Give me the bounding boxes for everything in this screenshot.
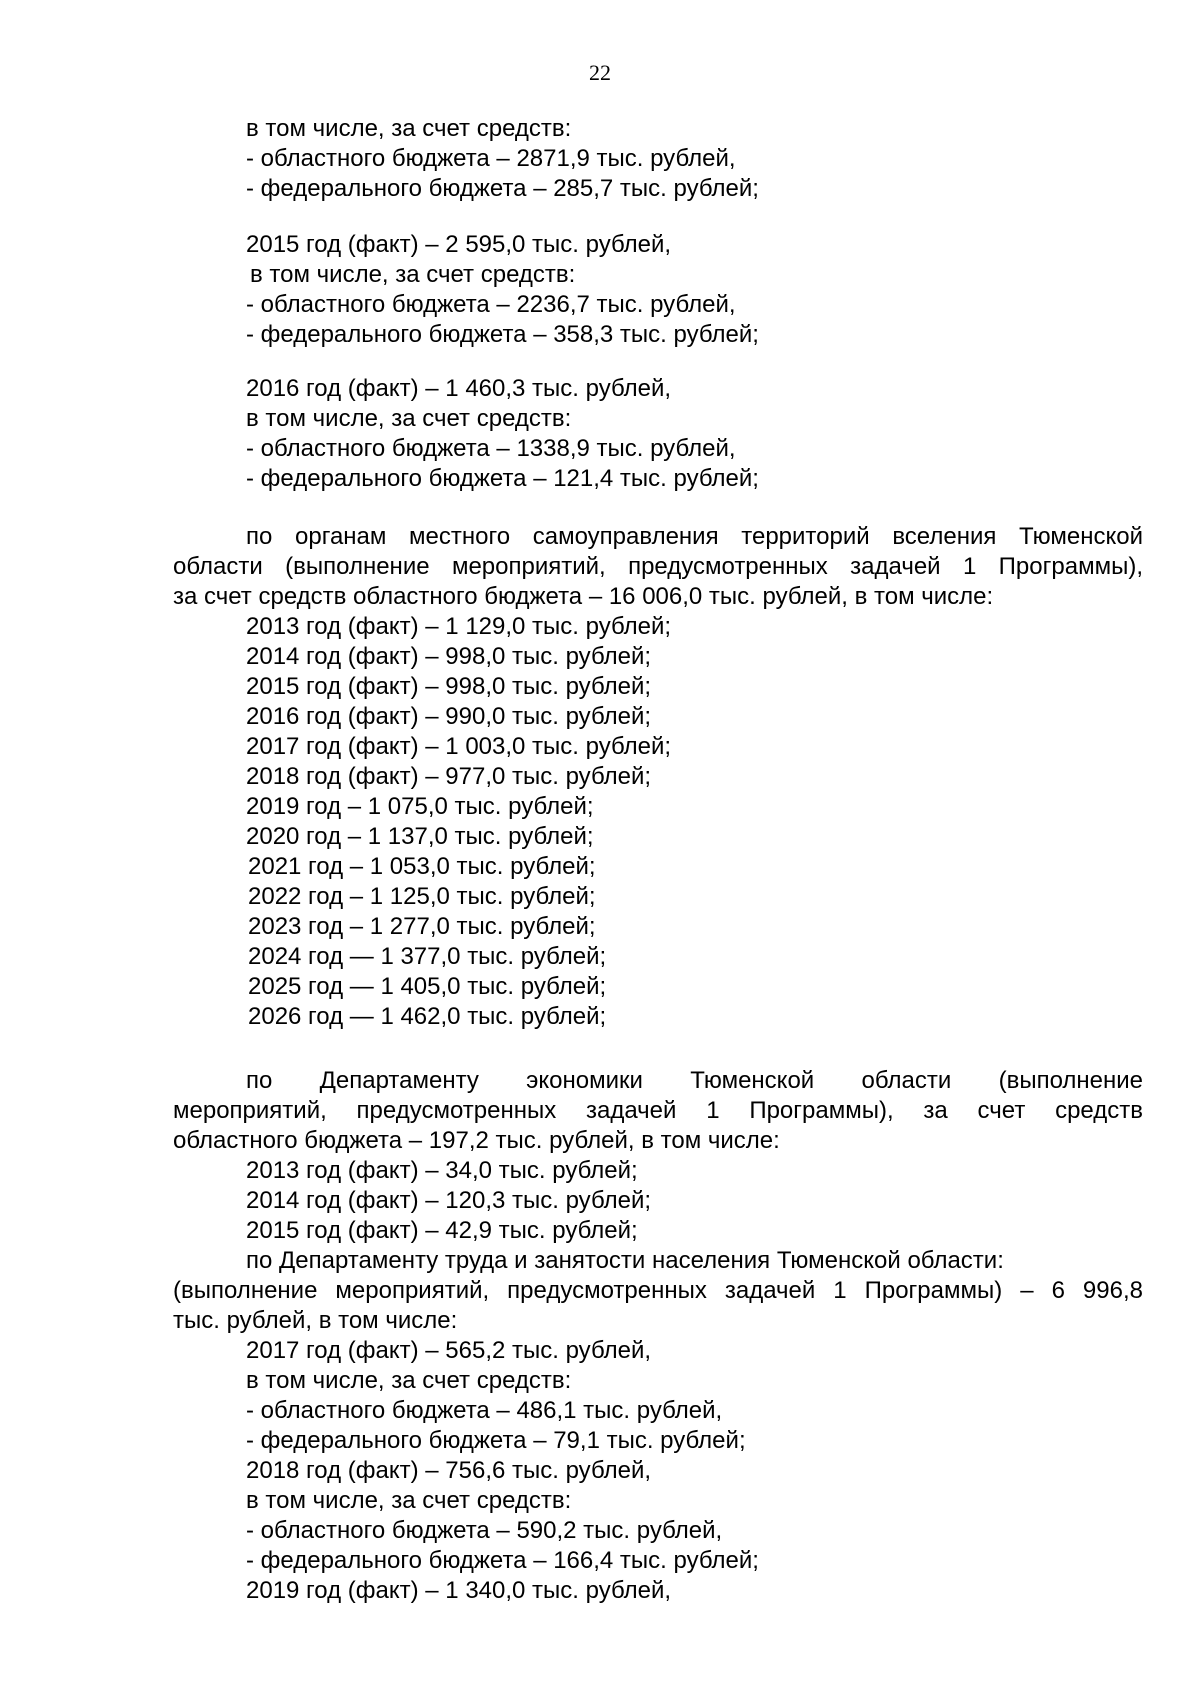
list-item: 2019 год (факт) – 1 340,0 тыс. рублей, [246, 1577, 672, 1604]
list-item: 2015 год (факт) – 42,9 тыс. рублей; [246, 1217, 638, 1244]
paragraph-line: (выполнение мероприятий, предусмотренных задачей 1 Программы) – 6 996,8 [173, 1277, 1143, 1304]
list-item: в том числе, за счет средств: [246, 1367, 572, 1394]
text-line: - федерального бюджета – 121,4 тыс. рублей; [246, 465, 759, 492]
paragraph-line: по органам местного самоуправления территорий вселения Тюменской [246, 523, 1143, 550]
text-line: в том числе, за счет средств: [246, 115, 572, 142]
paragraph-line: мероприятий, предусмотренных задачей 1 Программы), за счет средств [173, 1097, 1143, 1124]
paragraph-line: по Департаменту труда и занятости населения Тюменской области: [246, 1247, 1004, 1274]
text-line: 2016 год (факт) – 1 460,3 тыс. рублей, [246, 375, 672, 402]
text-line: в том числе, за счет средств: [250, 261, 576, 288]
list-item: 2022 год – 1 125,0 тыс. рублей; [248, 883, 596, 910]
paragraph-line: за счет средств областного бюджета – 16 006,0 тыс. рублей, в том числе: [173, 583, 994, 610]
list-item: 2018 год (факт) – 977,0 тыс. рублей; [246, 763, 652, 790]
paragraph-line: по Департаменту экономики Тюменской области (выполнение [246, 1067, 1143, 1094]
list-item: - федерального бюджета – 166,4 тыс. рублей; [246, 1547, 759, 1574]
list-item: в том числе, за счет средств: [246, 1487, 572, 1514]
list-item: 2015 год (факт) – 998,0 тыс. рублей; [246, 673, 652, 700]
text-line: - областного бюджета – 2236,7 тыс. рублей, [246, 291, 736, 318]
list-item: - федерального бюджета – 79,1 тыс. рублей; [246, 1427, 746, 1454]
list-item: 2018 год (факт) – 756,6 тыс. рублей, [246, 1457, 652, 1484]
paragraph-line: областного бюджета – 197,2 тыс. рублей, в том числе: [173, 1127, 780, 1154]
text-line: - федерального бюджета – 285,7 тыс. рублей; [246, 175, 759, 202]
list-item: 2026 год — 1 462,0 тыс. рублей; [248, 1003, 607, 1030]
text-line: - областного бюджета – 1338,9 тыс. рублей, [246, 435, 736, 462]
list-item: 2019 год – 1 075,0 тыс. рублей; [246, 793, 594, 820]
list-item: 2020 год – 1 137,0 тыс. рублей; [246, 823, 594, 850]
list-item: 2021 год – 1 053,0 тыс. рублей; [248, 853, 596, 880]
list-item: 2017 год (факт) – 565,2 тыс. рублей, [246, 1337, 652, 1364]
list-item: 2013 год (факт) – 1 129,0 тыс. рублей; [246, 613, 672, 640]
paragraph-line: тыс. рублей, в том числе: [173, 1307, 458, 1334]
list-item: 2023 год – 1 277,0 тыс. рублей; [248, 913, 596, 940]
list-item: 2013 год (факт) – 34,0 тыс. рублей; [246, 1157, 638, 1184]
list-item: 2016 год (факт) – 990,0 тыс. рублей; [246, 703, 652, 730]
list-item: 2025 год — 1 405,0 тыс. рублей; [248, 973, 607, 1000]
text-line: - областного бюджета – 2871,9 тыс. рублей, [246, 145, 736, 172]
text-line: - федерального бюджета – 358,3 тыс. рублей; [246, 321, 759, 348]
list-item: - областного бюджета – 590,2 тыс. рублей, [246, 1517, 723, 1544]
list-item: 2014 год (факт) – 120,3 тыс. рублей; [246, 1187, 652, 1214]
text-line: 2015 год (факт) – 2 595,0 тыс. рублей, [246, 231, 672, 258]
list-item: 2024 год — 1 377,0 тыс. рублей; [248, 943, 607, 970]
page-number: 22 [589, 60, 611, 85]
list-item: 2017 год (факт) – 1 003,0 тыс. рублей; [246, 733, 672, 760]
list-item: 2014 год (факт) – 998,0 тыс. рублей; [246, 643, 652, 670]
text-line: в том числе, за счет средств: [246, 405, 572, 432]
paragraph-line: области (выполнение мероприятий, предусмотренных задачей 1 Программы), [173, 553, 1143, 580]
list-item: - областного бюджета – 486,1 тыс. рублей, [246, 1397, 723, 1424]
